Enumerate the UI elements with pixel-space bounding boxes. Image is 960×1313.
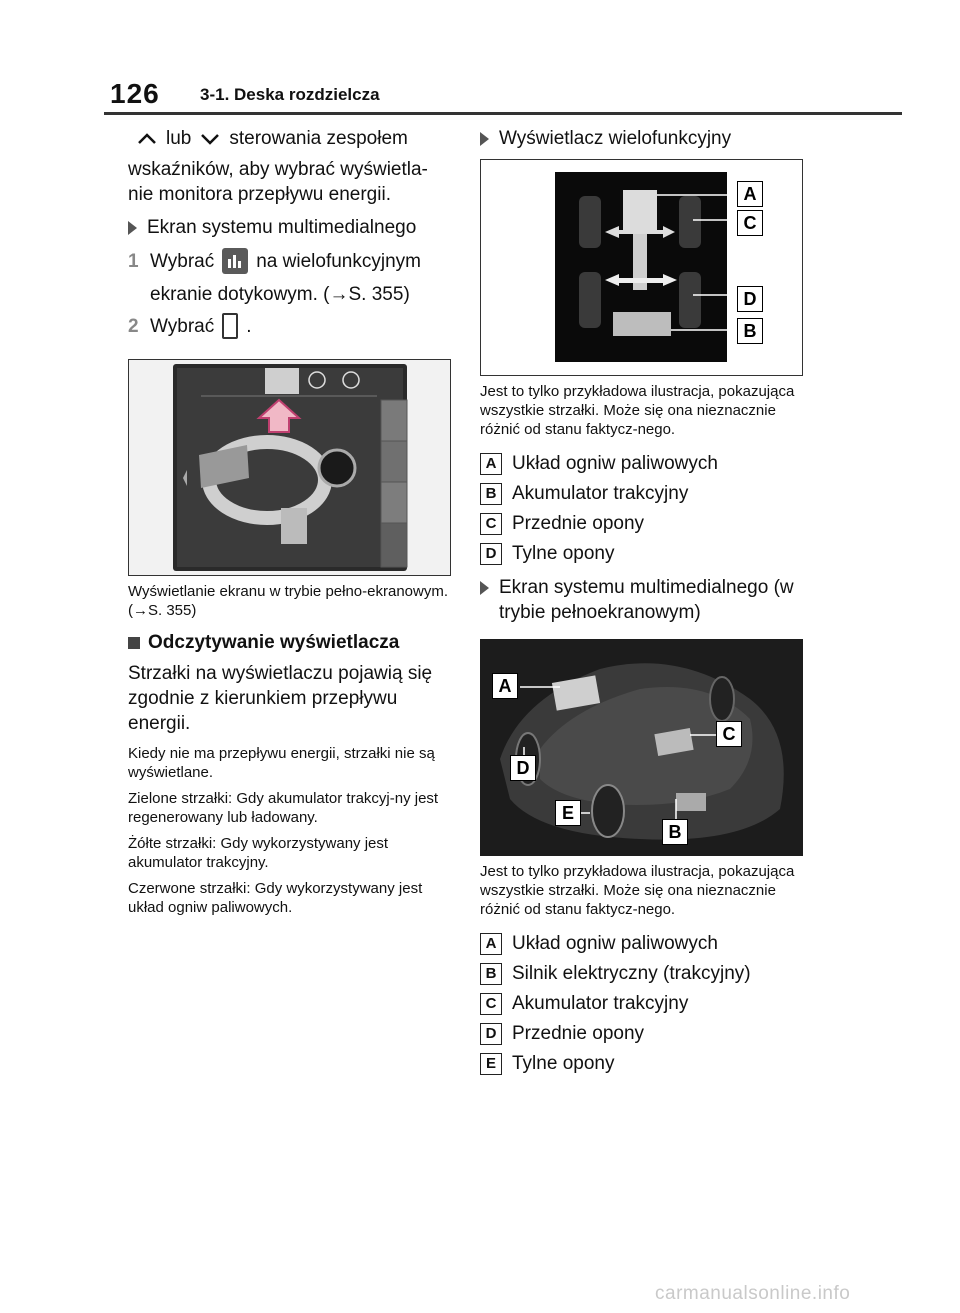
fig2-label-d: D — [510, 755, 536, 781]
paragraph-green-arrows: Zielone strzałki: Gdy akumulator trakcyj-ny jest regenerowany lub ładowany. — [128, 790, 439, 826]
energy-monitor-icon — [222, 248, 248, 274]
legend-item — [480, 1049, 805, 1079]
left-column — [128, 126, 453, 924]
legend-list-1 — [480, 449, 805, 569]
multimedia-screen-illustration — [129, 360, 450, 575]
legend-letter: C — [480, 993, 502, 1015]
legend-letter: B — [480, 483, 502, 505]
intro-line — [128, 126, 453, 151]
legend-letter: D — [480, 1023, 502, 1045]
legend-letter: B — [480, 963, 502, 985]
energy-flow-icon — [222, 313, 238, 339]
legend-letter: E — [480, 1053, 502, 1075]
page-number: 126 — [110, 78, 160, 109]
legend-text: Tylne opony — [512, 1053, 615, 1074]
fig2-label-b: B — [662, 819, 688, 845]
paragraph-no-flow: Kiedy nie ma przepływu energii, strzałki nie są wyświetlane. — [128, 745, 435, 781]
legend-text: Silnik elektryczny (trakcyjny) — [512, 963, 751, 984]
legend-text: Przednie opony — [512, 1023, 645, 1044]
multifunction-display-figure — [480, 159, 803, 376]
intro-lub: lub — [166, 128, 192, 149]
header-rule — [104, 112, 902, 115]
legend-text: Układ ogniw paliwowych — [512, 933, 718, 954]
paragraph-red-arrows: Czerwone strzałki: Gdy wykorzystywany jest układ ogniw paliwowych. — [128, 880, 423, 916]
bullet-multifunction-display: Wyświetlacz wielofunkcyjny — [480, 126, 805, 151]
legend-item — [480, 449, 805, 479]
intro-text: wskaźników, aby wybrać wyświetla-nie monitora przepływu energii. — [128, 159, 428, 205]
right-column — [480, 126, 805, 1079]
section-heading: Odczytywanie wyświetlacza — [128, 630, 453, 655]
vehicle-figure — [480, 639, 803, 856]
triangle-bullet-icon — [128, 221, 137, 235]
legend-letter: D — [480, 543, 502, 565]
legend-list-2 — [480, 929, 805, 1079]
triangle-bullet-icon — [480, 132, 489, 146]
legend-item — [480, 509, 805, 539]
square-bullet-icon — [128, 637, 140, 649]
chevron-up-icon — [136, 132, 158, 146]
step-number: 2 — [128, 315, 139, 337]
step-1-continued: ekranie dotykowym. (→S. 355) — [150, 284, 410, 305]
triangle-bullet-icon — [480, 581, 489, 595]
fig2-label-e: E — [555, 800, 581, 826]
legend-item — [480, 989, 805, 1019]
watermark: carmanualsonline.info — [655, 1283, 851, 1304]
intro-rest: sterowania zespołem — [229, 128, 408, 149]
legend-text: Tylne opony — [512, 543, 615, 564]
fig2-label-c: C — [716, 721, 742, 747]
multimedia-screen-figure — [128, 359, 451, 576]
page-header — [104, 76, 902, 116]
fig1-label-d: D — [737, 286, 763, 312]
vehicle-illustration — [480, 639, 803, 856]
legend-letter: C — [480, 513, 502, 535]
figure-caption: Jest to tylko przykładowa ilustracja, pokazująca wszystkie strzałki. Może się ona nieznacznie różnić od stanu faktycz-nego. — [480, 863, 795, 918]
legend-item — [480, 929, 805, 959]
legend-item — [480, 959, 805, 989]
figure-caption: Wyświetlanie ekranu w trybie pełno-ekranowym. (→S. 355) — [128, 583, 448, 619]
bullet-multimedia-fullscreen: Ekran systemu multimedialnego (w trybie pełnoekranowym) — [480, 575, 805, 625]
paragraph-yellow-arrows: Żółte strzałki: Gdy wykorzystywany jest akumulator trakcyjny. — [128, 835, 389, 871]
fig1-label-c: C — [737, 210, 763, 236]
legend-text: Przednie opony — [512, 513, 645, 534]
legend-text: Akumulator trakcyjny — [512, 993, 689, 1014]
bullet-multimedia: Ekran systemu multimedialnego — [128, 215, 453, 240]
legend-letter: A — [480, 453, 502, 475]
step-number: 1 — [128, 250, 139, 272]
fig1-label-a: A — [737, 181, 763, 207]
legend-item — [480, 479, 805, 509]
legend-letter: A — [480, 933, 502, 955]
legend-item — [480, 1019, 805, 1049]
legend-item — [480, 539, 805, 569]
step-1: 1 Wybrać na wielofunkcyjnym — [128, 248, 453, 274]
step-2: 2 Wybrać . — [128, 313, 453, 339]
fig2-label-a: A — [492, 673, 518, 699]
paragraph-energy-flow: Strzałki na wyświetlaczu pojawią się zgodnie z kierunkiem przepływu energii. — [128, 663, 433, 734]
chevron-down-icon — [199, 132, 221, 146]
figure-caption: Jest to tylko przykładowa ilustracja, pokazująca wszystkie strzałki. Może się ona nieznacznie różnić od stanu faktycz-nego. — [480, 383, 795, 438]
fig1-label-b: B — [737, 318, 763, 344]
legend-text: Akumulator trakcyjny — [512, 483, 689, 504]
section-title: 3-1. Deska rozdzielcza — [200, 85, 380, 104]
legend-text: Układ ogniw paliwowych — [512, 453, 718, 474]
